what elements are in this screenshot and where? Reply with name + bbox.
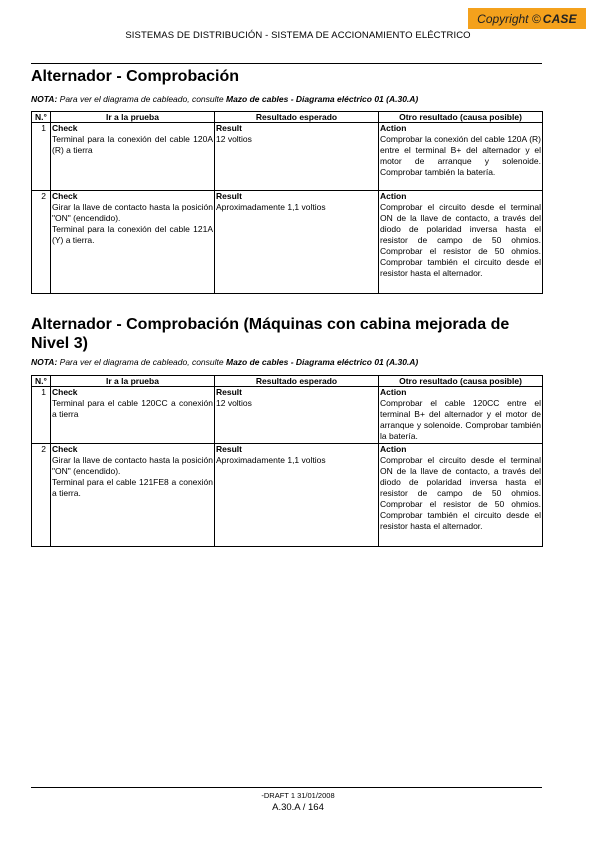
result-text: Aproximadamente 1,1 voltios	[216, 202, 326, 212]
section2-title: Alternador - Comprobación (Máquinas con cabina mejorada de Nivel 3)	[31, 316, 510, 352]
action-cell	[379, 191, 543, 294]
action-label: Action	[380, 123, 407, 133]
section1-title: Alternador - Comprobación	[31, 68, 240, 85]
check-text: Girar la llave de contacto hasta la posición "ON" (encendido).	[52, 455, 213, 476]
check-cell	[51, 444, 215, 547]
row-number: 2	[32, 191, 51, 294]
table-row	[32, 191, 543, 294]
section1-note	[31, 94, 542, 104]
table-row	[32, 444, 543, 547]
result-label: Result	[216, 387, 242, 397]
result-cell	[215, 444, 379, 547]
result-cell	[215, 123, 379, 191]
note-reference: Mazo de cables - Diagrama eléctrico 01 (A.30.A)	[226, 94, 419, 104]
action-cell	[379, 387, 543, 444]
result-text: Aproximadamente 1,1 voltios	[216, 455, 326, 465]
action-text: Comprobar el cable 120CC entre el terminal B+ del alternador y el motor de arranque y solenoide. Comprobar también la batería.	[380, 398, 541, 441]
row-number: 1	[32, 123, 51, 191]
row-number: 2	[32, 444, 51, 547]
table-header-row	[32, 376, 543, 387]
footer-draft: -DRAFT 1 31/01/2008	[261, 791, 335, 800]
result-text: 12 voltios	[216, 134, 252, 144]
col-test: Ir a la prueba	[51, 112, 215, 123]
footer-rule	[31, 787, 542, 788]
check-label: Check	[52, 387, 78, 397]
note-reference: Mazo de cables - Diagrama eléctrico 01 (A.30.A)	[226, 357, 419, 367]
result-cell	[215, 191, 379, 294]
note-prefix: NOTA:	[31, 94, 58, 104]
table-row	[32, 387, 543, 444]
copyright-text: Copyright ©	[477, 11, 541, 26]
result-text: 12 voltios	[216, 398, 252, 408]
check-text-2: Terminal para la conexión del cable 121A (Y) a tierra.	[52, 224, 213, 245]
section2-note	[31, 357, 542, 367]
col-other: Otro resultado (causa posible)	[379, 112, 543, 123]
check-cell	[51, 123, 215, 191]
action-text: Comprobar la conexión del cable 120A (R) entre el terminal B+ del alternador y el motor de arranque y solenoide. Comprobar también la batería.	[380, 134, 541, 177]
action-label: Action	[380, 387, 407, 397]
check-text: Terminal para la conexión del cable 120A (R) a tierra	[52, 134, 213, 155]
action-cell	[379, 123, 543, 191]
action-label: Action	[380, 444, 407, 454]
col-test: Ir a la prueba	[51, 376, 215, 387]
check-text-2: Terminal para el cable 121FE8 a conexión a tierra.	[52, 477, 213, 498]
check-text: Girar la llave de contacto hasta la posición "ON" (encendido).	[52, 202, 213, 223]
check-label: Check	[52, 191, 78, 201]
note-prefix: NOTA:	[31, 357, 58, 367]
col-num: N.°	[32, 112, 51, 123]
col-expected: Resultado esperado	[215, 376, 379, 387]
action-text: Comprobar el circuito desde el terminal ON de la llave de contacto, a través del diodo de polaridad inversa hasta el resistor de campo de 50 ohmios. Comprobar el resistor de 50 ohmios. Comprobar también el circuito desde el resistor hasta el alternador.	[380, 202, 541, 278]
note-text: Para ver el diagrama de cableado, consulte	[59, 357, 224, 367]
check-cell	[51, 191, 215, 294]
col-other: Otro resultado (causa posible)	[379, 376, 543, 387]
table-row	[32, 123, 543, 191]
result-label: Result	[216, 123, 242, 133]
case-logo: CASE	[542, 11, 577, 26]
check-label: Check	[52, 444, 78, 454]
check-cell	[51, 387, 215, 444]
action-cell	[379, 444, 543, 547]
check-label: Check	[52, 123, 78, 133]
header-rule	[31, 63, 542, 64]
result-label: Result	[216, 444, 242, 454]
section1-table	[31, 111, 543, 294]
result-label: Result	[216, 191, 242, 201]
copyright-badge	[468, 8, 586, 29]
page-number: A.30.A / 164	[272, 802, 324, 813]
action-label: Action	[380, 191, 407, 201]
page-header: SISTEMAS DE DISTRIBUCIÓN - SISTEMA DE ACCIONAMIENTO ELÉCTRICO	[125, 30, 471, 41]
result-cell	[215, 387, 379, 444]
row-number: 1	[32, 387, 51, 444]
table-header-row	[32, 112, 543, 123]
col-expected: Resultado esperado	[215, 112, 379, 123]
note-text: Para ver el diagrama de cableado, consulte	[59, 94, 224, 104]
action-text: Comprobar el circuito desde el terminal ON de la llave de contacto, a través del diodo de polaridad inversa hasta el resistor de campo de 50 ohmios. Comprobar el resistor de 50 ohmios. Comprobar también el circuito desde el resistor hasta el alternador.	[380, 455, 541, 531]
check-text: Terminal para el cable 120CC a conexión a tierra	[52, 398, 213, 419]
col-num: N.°	[32, 376, 51, 387]
section2-table	[31, 375, 543, 547]
